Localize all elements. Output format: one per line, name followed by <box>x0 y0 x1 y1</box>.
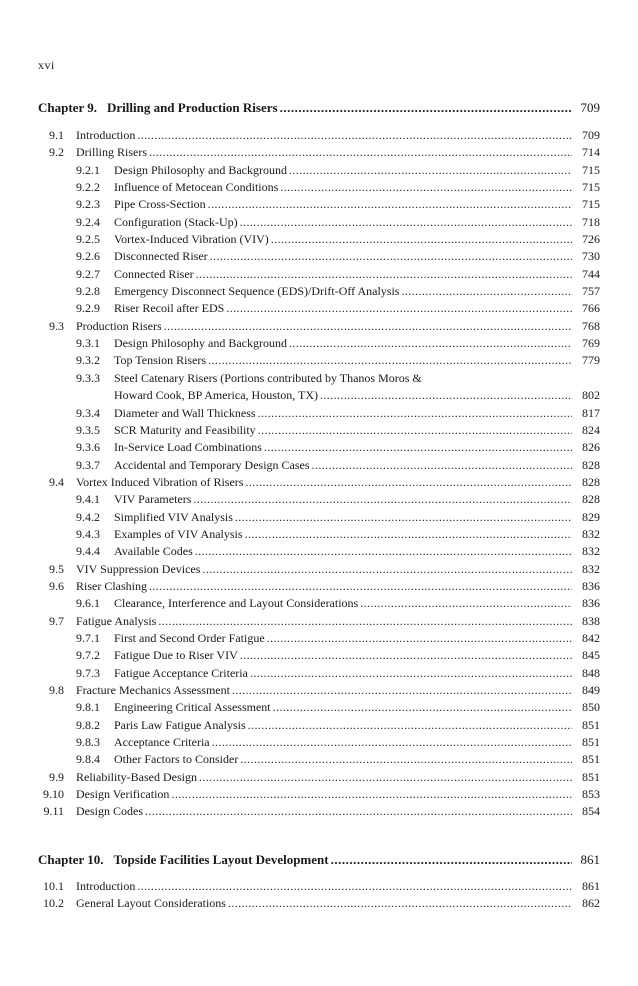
section-title: Available Codes <box>114 544 193 559</box>
page-ref: 730 <box>582 249 600 264</box>
section-title: Clearance, Interference and Layout Considerations <box>114 596 359 611</box>
toc-entry <box>38 145 600 162</box>
page-ref: 842 <box>582 630 600 645</box>
page-ref: 768 <box>582 318 600 333</box>
section-title: Riser Clashing <box>76 578 147 593</box>
page-ref: 744 <box>582 266 600 281</box>
toc-entry <box>38 879 600 896</box>
page-ref: 850 <box>582 700 600 715</box>
toc-entry <box>38 648 600 665</box>
section-number: 9.4.4 <box>76 544 100 559</box>
dot-leader <box>195 544 572 559</box>
section-title: Vortex-Induced Vibration (VIV) <box>114 232 269 247</box>
toc-entry <box>38 579 600 596</box>
section-number: 10.2 <box>43 896 64 911</box>
section-number: 9.2.9 <box>76 301 100 316</box>
section-number: 9.7.1 <box>76 630 100 645</box>
dot-leader <box>312 458 572 473</box>
section-title: General Layout Considerations <box>76 896 226 911</box>
section-number: 9.8.2 <box>76 717 100 732</box>
section-title: Steel Catenary Risers (Portions contributed by Thanos Moros & <box>114 370 422 385</box>
section-title: Design Philosophy and Background <box>114 336 287 351</box>
dot-leader <box>331 852 572 868</box>
section-number: 9.4.1 <box>76 492 100 507</box>
section-title: VIV Suppression Devices <box>76 561 201 576</box>
toc-entry <box>38 458 600 475</box>
section-number: 9.3.4 <box>76 405 100 420</box>
section-number: 9.8.1 <box>76 700 100 715</box>
toc-entry <box>38 527 600 544</box>
section-number: 9.7.2 <box>76 648 100 663</box>
page-ref: 828 <box>582 492 600 507</box>
toc-entry <box>38 215 600 232</box>
section-title: Design Codes <box>76 804 143 819</box>
dot-leader <box>149 145 572 160</box>
section-title: Simplified VIV Analysis <box>114 509 233 524</box>
page-ref: 862 <box>582 896 600 911</box>
section-number: 9.7.3 <box>76 665 100 680</box>
section-title: Accidental and Temporary Design Cases <box>114 457 310 472</box>
page-ref: 828 <box>582 457 600 472</box>
toc-entry <box>38 406 600 423</box>
section-title: Disconnected Riser <box>114 249 208 264</box>
section-title: In-Service Load Combinations <box>114 440 262 455</box>
section-number: 9.8.3 <box>76 735 100 750</box>
section-title: Engineering Critical Assessment <box>114 700 271 715</box>
section-number: 9.4.2 <box>76 509 100 524</box>
toc-entry <box>38 700 600 717</box>
page-ref: 854 <box>582 804 600 819</box>
page-ref: 715 <box>582 162 600 177</box>
section-number: 9.3.5 <box>76 422 100 437</box>
section-title: Reliability-Based Design <box>76 769 197 784</box>
section-title: Introduction <box>76 128 136 142</box>
toc-entry <box>38 562 600 579</box>
page-ref: 851 <box>582 752 600 767</box>
page-ref: 757 <box>582 284 600 299</box>
toc-entry <box>38 163 600 180</box>
chapter-label: Chapter 10. <box>38 852 104 867</box>
section-title: Emergency Disconnect Sequence (EDS)/Drift-Off Analysis <box>114 284 400 299</box>
dot-leader <box>145 804 572 819</box>
page-ref: 832 <box>582 561 600 576</box>
dot-leader <box>248 718 572 733</box>
chapter-heading <box>38 852 600 868</box>
section-title: Fatigue Due to Riser VIV <box>114 648 238 663</box>
section-title: SCR Maturity and Feasibility <box>114 422 256 437</box>
dot-leader <box>240 215 572 230</box>
toc-entry <box>38 475 600 492</box>
section-title: Pipe Cross-Section <box>114 197 206 212</box>
dot-leader <box>208 197 572 212</box>
section-number: 9.3.3 <box>76 370 100 385</box>
section-title: Connected Riser <box>114 266 194 281</box>
section-title: Configuration (Stack-Up) <box>114 214 238 229</box>
page-ref: 832 <box>582 544 600 559</box>
section-number: 9.3.1 <box>76 336 100 351</box>
section-title: Fatigue Analysis <box>76 613 157 628</box>
toc-entry <box>38 353 600 370</box>
chapter-10-entries <box>38 879 600 914</box>
section-title: Fracture Mechanics Assessment <box>76 683 230 697</box>
dot-leader <box>280 100 572 116</box>
dot-leader <box>280 180 572 195</box>
section-title: Fatigue Acceptance Criteria <box>114 665 248 680</box>
section-title: Introduction <box>76 879 136 893</box>
toc-entry <box>38 128 600 145</box>
toc-entry <box>38 752 600 769</box>
page-ref: 848 <box>582 665 600 680</box>
section-number: 9.4 <box>49 474 64 489</box>
section-number: 9.2.6 <box>76 249 100 264</box>
page-ref: 769 <box>582 336 600 351</box>
page-ref: 832 <box>582 526 600 541</box>
toc-entry <box>38 232 600 249</box>
section-title: Vortex Induced Vibration of Risers <box>76 474 244 489</box>
chapter-title: Topside Facilities Layout Development <box>113 852 329 867</box>
toc-entry <box>38 197 600 214</box>
section-number: 9.2.7 <box>76 266 100 281</box>
section-number: 9.3.7 <box>76 457 100 472</box>
dot-leader <box>212 735 572 750</box>
dot-leader <box>250 666 572 681</box>
section-title: Design Philosophy and Background <box>114 162 287 177</box>
page-ref: 802 <box>582 388 600 403</box>
dot-leader <box>171 787 572 802</box>
dot-leader <box>199 770 572 785</box>
dot-leader <box>289 163 572 178</box>
toc-entry <box>38 631 600 648</box>
dot-leader <box>158 614 572 629</box>
toc-entry <box>38 249 600 266</box>
dot-leader <box>264 440 572 455</box>
dot-leader <box>240 648 572 663</box>
section-title: Paris Law Fatigue Analysis <box>114 717 246 732</box>
dot-leader <box>289 336 572 351</box>
toc-entry <box>38 284 600 301</box>
toc-entry <box>38 896 600 913</box>
toc-entry <box>38 440 600 457</box>
dot-leader <box>149 579 572 594</box>
toc-entry <box>38 735 600 752</box>
section-number: 9.3.2 <box>76 353 100 368</box>
page-ref: 718 <box>582 214 600 229</box>
page-ref: 853 <box>582 787 600 802</box>
section-number: 9.2.4 <box>76 214 100 229</box>
dot-leader <box>271 232 572 247</box>
toc-entry <box>38 267 600 284</box>
page-ref: 829 <box>582 509 600 524</box>
page-ref: 726 <box>582 232 600 247</box>
section-number: 9.5 <box>49 561 64 576</box>
page-ref: 851 <box>582 717 600 732</box>
section-number: 9.4.3 <box>76 526 100 541</box>
dot-leader <box>226 301 572 316</box>
section-number: 9.2.8 <box>76 284 100 299</box>
toc-entry <box>38 683 600 700</box>
dot-leader <box>267 631 572 646</box>
toc-entry <box>38 787 600 804</box>
section-number: 9.3 <box>49 318 64 333</box>
page-ref: 766 <box>582 301 600 316</box>
dot-leader <box>240 752 572 767</box>
page-ref: 836 <box>582 596 600 611</box>
page-ref: 817 <box>582 405 600 420</box>
toc-entry <box>38 770 600 787</box>
dot-leader <box>245 527 572 542</box>
section-number: 9.7 <box>49 613 64 628</box>
section-title: Riser Recoil after EDS <box>114 301 225 316</box>
page-ref: 851 <box>582 769 600 784</box>
section-number: 9.3.6 <box>76 440 100 455</box>
dot-leader <box>137 128 572 143</box>
section-title: Acceptance Criteria <box>114 735 210 750</box>
dot-leader <box>202 562 572 577</box>
toc-entry <box>38 666 600 683</box>
dot-leader <box>164 319 572 334</box>
page-ref: 715 <box>582 180 600 195</box>
chapter-title: Drilling and Production Risers <box>106 100 278 115</box>
toc-entry <box>38 544 600 561</box>
page-ref: 709 <box>582 128 600 142</box>
dot-leader <box>232 683 572 698</box>
toc-entry <box>38 596 600 613</box>
section-title: Howard Cook, BP America, Houston, TX) <box>114 388 318 403</box>
section-title: VIV Parameters <box>114 492 192 507</box>
section-number: 9.2.1 <box>76 162 100 177</box>
page-ref: 851 <box>582 735 600 750</box>
chapter-label: Chapter 9. <box>38 100 97 115</box>
page-ref: 838 <box>582 613 600 628</box>
section-number: 9.2 <box>49 145 64 160</box>
toc-entry <box>38 301 600 318</box>
toc-entry <box>38 510 600 527</box>
page-ref: 845 <box>582 648 600 663</box>
page-ref: 836 <box>582 578 600 593</box>
chapter-page: 861 <box>580 852 600 867</box>
toc-entry <box>38 804 600 821</box>
section-number: 9.11 <box>43 804 64 819</box>
page-ref: 828 <box>582 474 600 489</box>
dot-leader <box>320 388 572 403</box>
dot-leader <box>401 284 572 299</box>
toc-entry <box>38 614 600 631</box>
toc-entry <box>38 492 600 509</box>
section-number: 9.10 <box>43 787 64 802</box>
toc-entry <box>38 319 600 336</box>
section-number: 9.6 <box>49 578 64 593</box>
toc-entry <box>38 180 600 197</box>
dot-leader <box>228 896 572 911</box>
toc-entry <box>38 388 600 405</box>
chapter-page: 709 <box>580 100 600 115</box>
dot-leader <box>208 353 572 368</box>
page-ref: 824 <box>582 422 600 437</box>
section-title: Other Factors to Consider <box>114 752 239 767</box>
dot-leader <box>258 423 572 438</box>
section-number: 9.2.2 <box>76 180 100 195</box>
dot-leader <box>235 510 572 525</box>
dot-leader <box>273 700 572 715</box>
page-ref: 715 <box>582 197 600 212</box>
section-number: 9.6.1 <box>76 596 100 611</box>
section-title: Drilling Risers <box>76 145 147 160</box>
section-title: Production Risers <box>76 318 162 333</box>
toc-entry <box>38 718 600 735</box>
dot-leader <box>193 492 572 507</box>
chapter-heading <box>38 100 600 116</box>
section-title: First and Second Order Fatigue <box>114 630 265 645</box>
section-number: 9.9 <box>49 769 64 784</box>
section-title: Influence of Metocean Conditions <box>114 180 279 195</box>
toc-entry <box>38 371 600 388</box>
toc-entry <box>38 336 600 353</box>
dot-leader <box>360 596 572 611</box>
page-ref: 714 <box>582 145 600 160</box>
page-ref: 779 <box>582 353 600 368</box>
chapter-9-entries <box>38 128 600 822</box>
page-ref: 826 <box>582 440 600 455</box>
section-number: 9.2.5 <box>76 232 100 247</box>
section-title: Diameter and Wall Thickness <box>114 405 256 420</box>
page-ref: 861 <box>582 879 600 893</box>
dot-leader <box>210 249 572 264</box>
section-title: Examples of VIV Analysis <box>114 526 243 541</box>
section-number: 9.8 <box>49 683 64 697</box>
dot-leader <box>137 879 572 894</box>
page-number: xvi <box>38 58 55 72</box>
section-number: 10.1 <box>43 879 64 893</box>
dot-leader <box>196 267 572 282</box>
page-ref: 849 <box>582 683 600 697</box>
section-number: 9.2.3 <box>76 197 100 212</box>
dot-leader <box>245 475 572 490</box>
dot-leader <box>258 406 572 421</box>
section-title: Design Verification <box>76 787 170 802</box>
toc-entry <box>38 423 600 440</box>
section-number: 9.1 <box>49 128 64 142</box>
section-title: Top Tension Risers <box>114 353 207 368</box>
section-number: 9.8.4 <box>76 752 100 767</box>
